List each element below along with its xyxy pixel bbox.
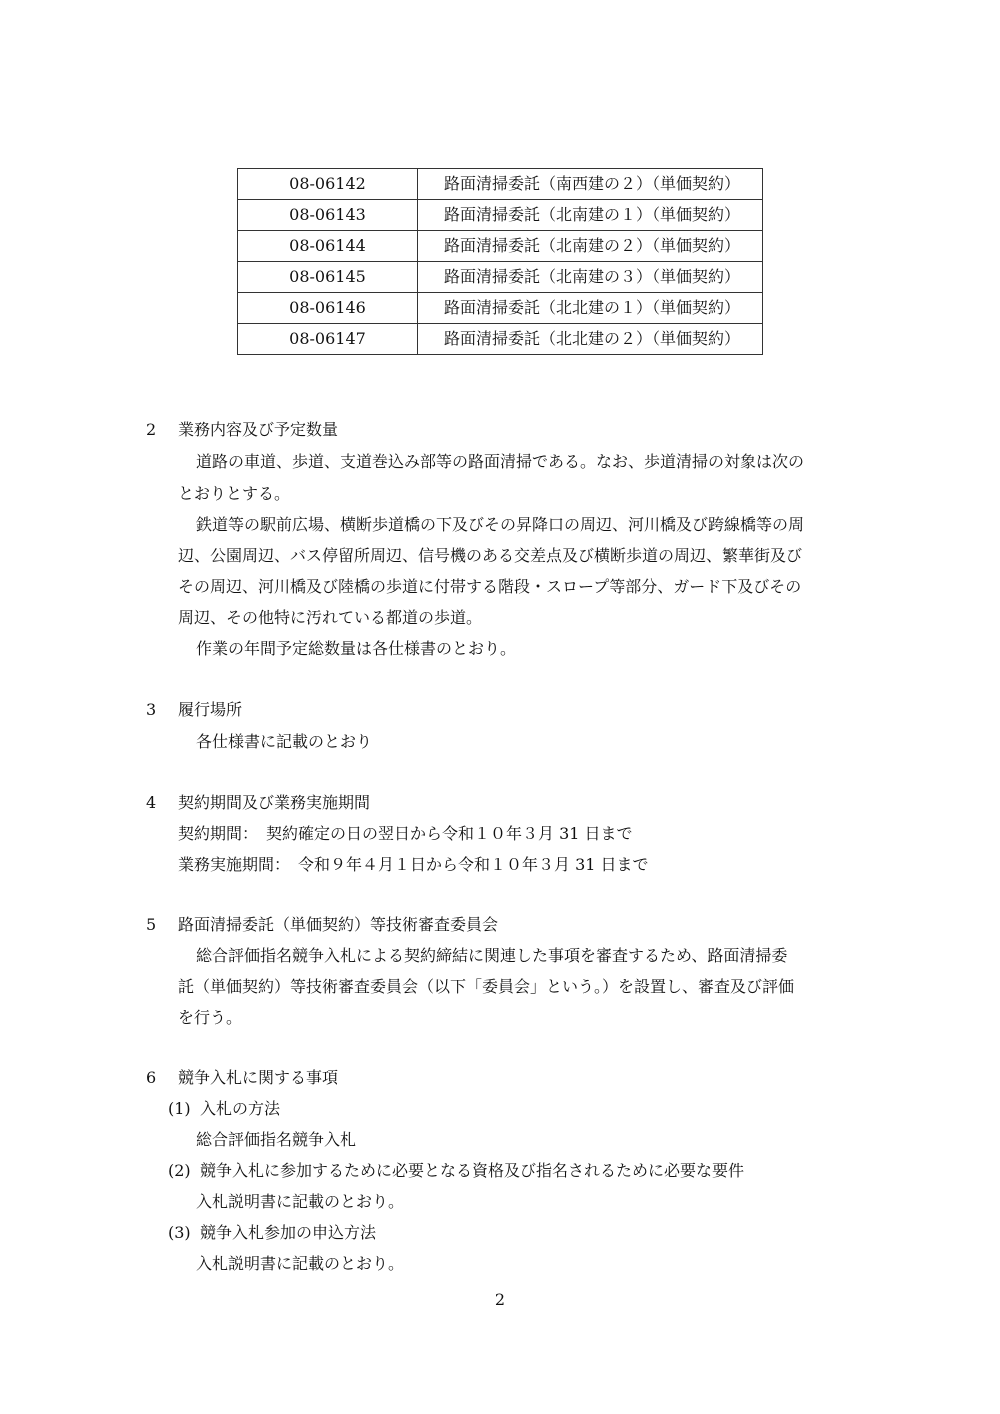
section-heading: 業務内容及び予定数量 <box>178 420 339 439</box>
table-row <box>238 293 763 324</box>
contract-table <box>237 168 763 355</box>
item-body: 入札説明書に記載のとおり。 <box>196 1254 405 1273</box>
table-row <box>238 324 763 355</box>
contract-name: 路面清掃委託（北南建の３）（単価契約） <box>418 262 763 293</box>
item-title: 競争入札に参加するために必要となる資格及び指名されるために必要な要件 <box>200 1161 745 1180</box>
section-heading: 路面清掃委託（単価契約）等技術審査委員会 <box>178 915 499 934</box>
contract-code: 08-06145 <box>238 262 418 293</box>
section-heading: 競争入札に関する事項 <box>178 1068 339 1087</box>
paragraph-line: を行う。 <box>178 1008 243 1027</box>
paragraph-line: 道路の車道、歩道、支道巻込み部等の路面清掃である。なお、歩道清掃の対象は次の <box>196 452 805 471</box>
contract-code: 08-06146 <box>238 293 418 324</box>
item-body: 入札説明書に記載のとおり。 <box>196 1192 405 1211</box>
section-heading: 契約期間及び業務実施期間 <box>178 793 371 812</box>
contract-name: 路面清掃委託（南西建の２）（単価契約） <box>418 169 763 200</box>
section-number: 6 <box>146 1068 157 1087</box>
contract-code: 08-06143 <box>238 200 418 231</box>
contract-code: 08-06147 <box>238 324 418 355</box>
section-heading: 履行場所 <box>178 700 243 719</box>
section-number: 5 <box>146 915 157 934</box>
page-number: 2 <box>494 1290 506 1309</box>
contract-name: 路面清掃委託（北北建の２）（単価契約） <box>418 324 763 355</box>
contract-code: 08-06142 <box>238 169 418 200</box>
contract-name: 路面清掃委託（北南建の２）（単価契約） <box>418 231 763 262</box>
contract-name: 路面清掃委託（北南建の１）（単価契約） <box>418 200 763 231</box>
paragraph-line: 辺、公園周辺、バス停留所周辺、信号機のある交差点及び横断歩道の周辺、繁華街及び <box>178 546 803 565</box>
paragraph-line: 各仕様書に記載のとおり <box>196 732 373 751</box>
section-number: 4 <box>146 793 157 812</box>
item-title: 入札の方法 <box>200 1099 281 1118</box>
contract-code: 08-06144 <box>238 231 418 262</box>
table-row <box>238 200 763 231</box>
item-label: (3) <box>168 1223 191 1242</box>
item-title: 競争入札参加の申込方法 <box>200 1223 377 1242</box>
paragraph-line: 鉄道等の駅前広場、横断歩道橋の下及びその昇降口の周辺、河川橋及び跨線橋等の周 <box>196 515 805 534</box>
item-body: 総合評価指名競争入札 <box>196 1130 357 1149</box>
paragraph-line: 周辺、その他特に汚れている都道の歩道。 <box>178 608 483 627</box>
paragraph-line: 託（単価契約）等技術審査委員会（以下「委員会」という。）を設置し、審査及び評価 <box>178 977 795 996</box>
item-label: (2) <box>168 1161 191 1180</box>
table-row <box>238 169 763 200</box>
paragraph-line: 作業の年間予定総数量は各仕様書のとおり。 <box>196 639 517 658</box>
paragraph-line: 総合評価指名競争入札による契約締結に関連した事項を審査するため、路面清掃委 <box>196 946 788 965</box>
section-number: 3 <box>146 700 157 719</box>
work-period-line: 業務実施期間： 令和９年４月１日から令和１０年３月 31 日まで <box>178 855 649 874</box>
table-row <box>238 262 763 293</box>
paragraph-line: その周辺、河川橋及び陸橋の歩道に付帯する階段・スロープ等部分、ガード下及びその <box>178 577 802 596</box>
contract-period-line: 契約期間： 契約確定の日の翌日から令和１０年３月 31 日まで <box>178 824 633 843</box>
item-label: (1) <box>168 1099 191 1118</box>
contract-name: 路面清掃委託（北北建の１）（単価契約） <box>418 293 763 324</box>
paragraph-line: とおりとする。 <box>178 484 291 503</box>
table-row <box>238 231 763 262</box>
section-number: 2 <box>146 420 157 439</box>
